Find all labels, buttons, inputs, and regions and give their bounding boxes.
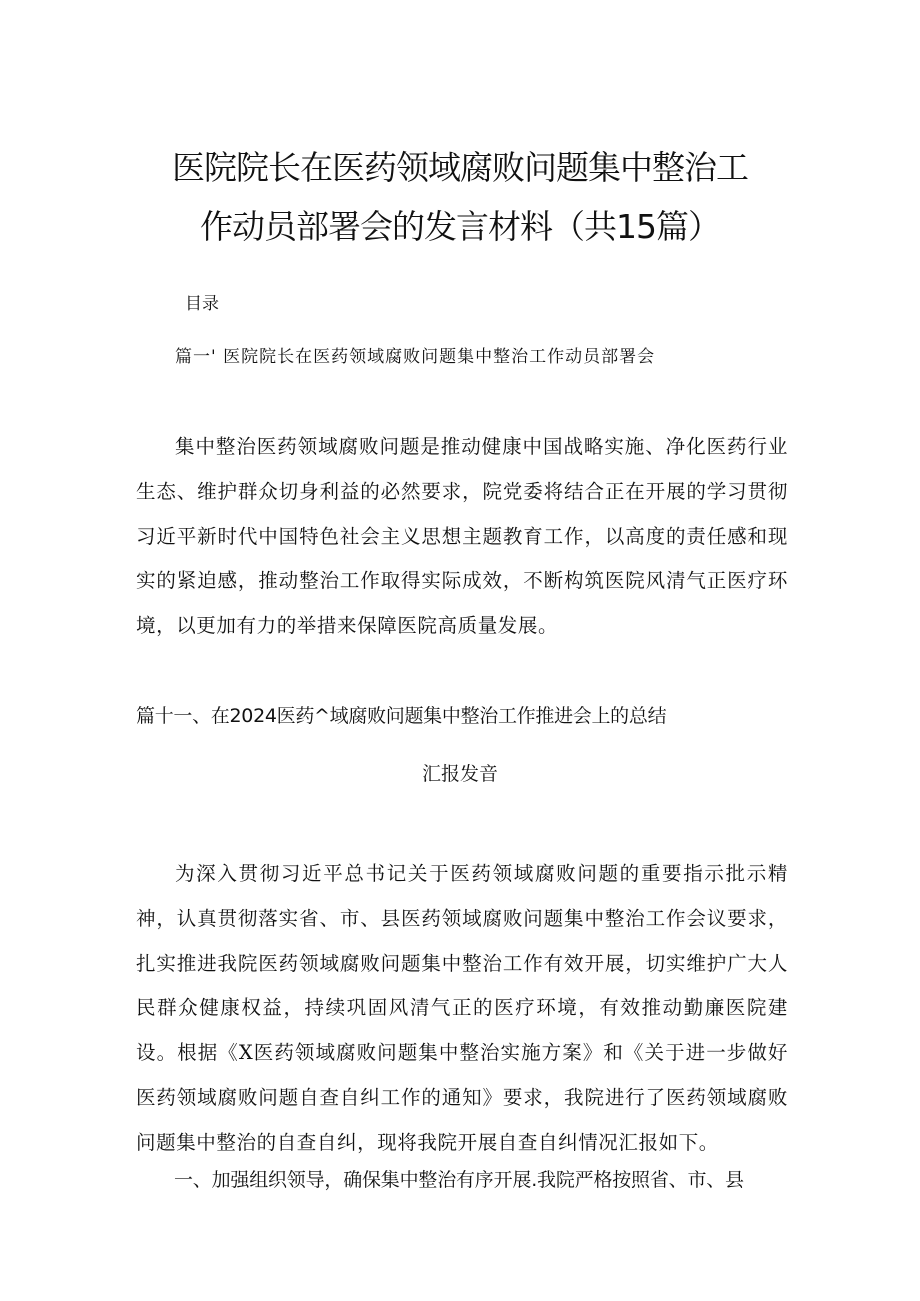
subsection-heading: 一、加强组织领导，确保集中整治有序开展.我院严格按照省、市、县 [174,1169,744,1191]
section-heading-line-1: 篇十一、在2024医药^域腐败问题集中整治工作推进会上的总结 [136,705,667,727]
toc-item: 篇一' 医院院长在医药领域腐败问题集中整治工作动员部署会 [175,347,656,367]
section-heading-line-2: 汇报发音 [421,763,498,785]
toc-label: 目录 [185,294,219,314]
document-title-line-2: 作动员部署会的发言材料（共15篇） [200,207,720,246]
body-paragraph-1: 集中整治医药领域腐败问题是推动健康中国战略实施、净化医药行业生态、维护群众切身利益的必然要求，院党委将结合正在开展的学习贯彻习近平新时代中国特色社会主义思想主题教育工作，以高度的责任感和现实的紧迫感，推动整治工作取得实际成效，不断构筑医院风清气正医疗环境，以更加有力的举措来保障医院高质量发展。 [136,435,788,638]
document-title-line-1: 医院院长在医药领域腐败问题集中整治工 [172,148,748,187]
body-paragraph-2: 为深入贯彻习近平总书记关于医药领域腐败问题的重要指示批示精神，认真贯彻落实省、市、县医药领域腐败问题集中整治工作会议要求，扎实推进我院医药领域腐败问题集中整治工作有效开展，切实维护广大人民群众健康权益，持续巩固风清气正的医疗环境，有效推动勤廉医院建设。根据《X医药领域腐败问题集中整治实施方案》和《关于进一步做好医药领域腐败问题自查自纠工作的通知》要求，我院进行了医药领域腐败问题集中整治的自查自纠，现将我院开展自查自纠情况汇报如下。 [136,862,788,1154]
